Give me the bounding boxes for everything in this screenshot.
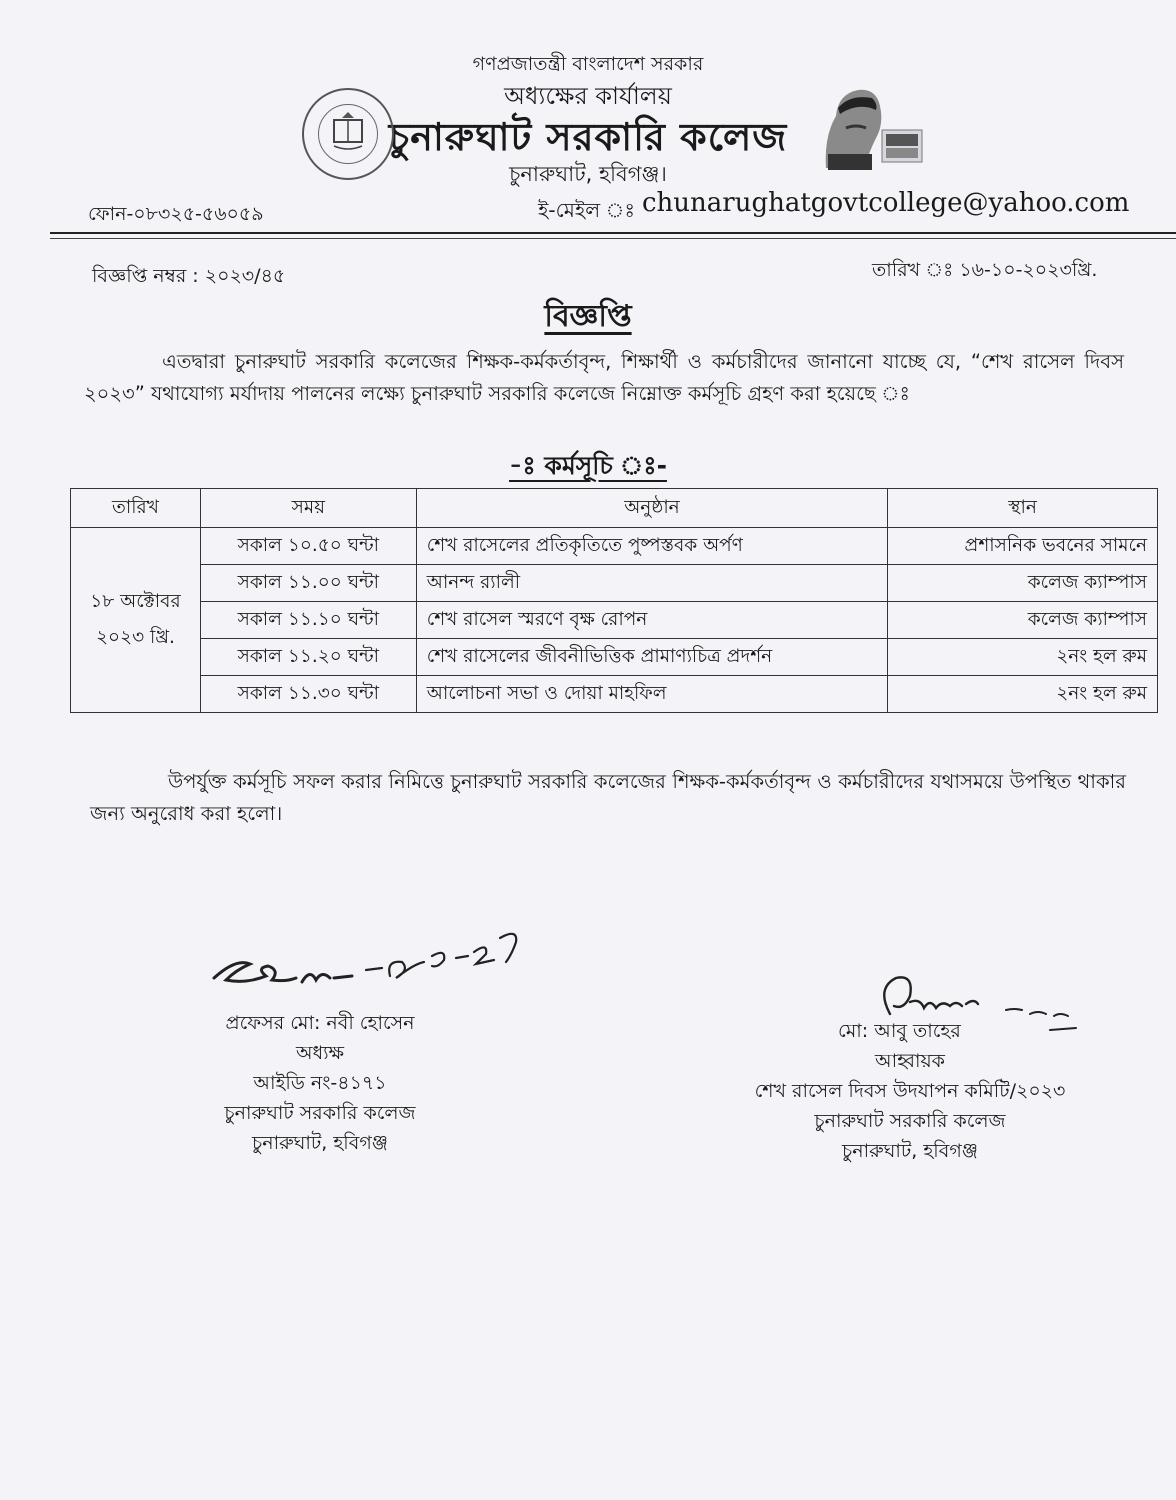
header-divider bbox=[50, 232, 1176, 234]
row-place: ২নং হল রুম bbox=[888, 676, 1158, 713]
row-place: কলেজ ক্যাম্পাস bbox=[888, 602, 1158, 639]
principal-place: চুনারুঘাট, হবিগঞ্জ bbox=[251, 1132, 389, 1154]
row-event: আনন্দ র‌্যালী bbox=[416, 565, 888, 602]
email-label: ই-মেইল ঃ bbox=[538, 198, 636, 222]
row-place: প্রশাসনিক ভবনের সামনে bbox=[888, 528, 1158, 565]
table-row bbox=[71, 676, 1158, 713]
convener-committee: শেখ রাসেল দিবস উদযাপন কমিটি/২০২৩ bbox=[754, 1080, 1066, 1102]
principal-title: অধ্যক্ষ bbox=[295, 1042, 344, 1064]
notice-date: তারিখ ঃ ১৬-১০-২০২৩খ্রি. bbox=[872, 259, 1098, 281]
principal-org: চুনারুঘাট সরকারি কলেজ bbox=[224, 1102, 416, 1124]
contact-line bbox=[0, 188, 1176, 228]
notice-title bbox=[0, 292, 1176, 343]
row-event: আলোচনা সভা ও দোয়া মাহফিল bbox=[416, 676, 888, 713]
college-address: চুনারুঘাট, হবিগঞ্জ। bbox=[509, 162, 667, 186]
convener-signature-block bbox=[720, 1016, 1100, 1166]
table-row bbox=[71, 528, 1158, 565]
notice-title-text: বিজ্ঞপ্তি bbox=[544, 299, 632, 334]
phone-number: ফোন-০৮৩২৫-৫৬০৫৯ bbox=[88, 203, 264, 225]
header-event: অনুষ্ঠান bbox=[416, 489, 888, 528]
program-title bbox=[0, 446, 1176, 489]
convener-name: মো: আবু তাহের bbox=[838, 1020, 961, 1042]
convener-place: চুনারুঘাট, হবিগঞ্জ bbox=[841, 1140, 979, 1162]
college-name: চুনারুঘাট সরকারি কলেজ bbox=[388, 115, 788, 159]
convener-title: আহ্বায়ক bbox=[875, 1050, 945, 1072]
header-time: সময় bbox=[200, 489, 416, 528]
header-place: স্থান bbox=[888, 489, 1158, 528]
schedule-header-row bbox=[71, 489, 1158, 528]
schedule-date-line1: ১৮ অক্টোবর bbox=[90, 591, 181, 612]
notice-body: এতদ্বারা চুনারুঘাট সরকারি কলেজের শিক্ষক-কর্মকর্তাবৃন্দ, শিক্ষার্থী ও কর্মচারীদের জানানো যাচ্ছে যে, “শেখ রাসেল দিবস ২০২৩” যথাযোগ্য মর্যাদায় পালনের লক্ষ্যে চুনারুঘাট সরকারি কলেজে নিম্নোক্ত কর্মসূচি গ্রহণ করা হয়েছে ঃ bbox=[84, 350, 1124, 405]
row-time: সকাল ১০.৫০ ঘন্টা bbox=[200, 528, 416, 565]
government-line: গণপ্রজাতন্ত্রী বাংলাদেশ সরকার bbox=[472, 53, 704, 75]
header-date: তারিখ bbox=[71, 489, 201, 528]
row-event: শেখ রাসেল স্মরণে বৃক্ষ রোপন bbox=[416, 602, 888, 639]
mujib-portrait-icon bbox=[806, 76, 926, 176]
row-event: শেখ রাসেলের জীবনীভিত্তিক প্রামাণ্যচিত্র প্রদর্শন bbox=[416, 639, 888, 676]
row-place: ২নং হল রুম bbox=[888, 639, 1158, 676]
office-line: অধ্যক্ষের কার্যালয় bbox=[504, 82, 672, 110]
schedule-date bbox=[71, 528, 201, 713]
email-address[interactable]: chunarughatgovtcollege@yahoo.com bbox=[642, 188, 1130, 218]
principal-id: আইডি নং-৪১৭১ bbox=[253, 1072, 387, 1094]
schedule-table bbox=[70, 488, 1158, 713]
principal-name: প্রফেসর মো: নবী হোসেন bbox=[225, 1012, 415, 1034]
notice-number: বিজ্ঞপ্তি নম্বর : ২০২৩/৪৫ bbox=[92, 265, 286, 287]
row-time: সকাল ১১.০০ ঘন্টা bbox=[200, 565, 416, 602]
row-time: সকাল ১১.১০ ঘন্টা bbox=[200, 602, 416, 639]
table-row bbox=[71, 639, 1158, 676]
row-event: শেখ রাসেলের প্রতিকৃতিতে পুষ্পস্তবক অর্পণ bbox=[416, 528, 888, 565]
header-divider-thin bbox=[50, 238, 1176, 239]
row-time: সকাল ১১.২০ ঘন্টা bbox=[200, 639, 416, 676]
principal-signature-block bbox=[200, 1008, 440, 1158]
row-place: কলেজ ক্যাম্পাস bbox=[888, 565, 1158, 602]
table-row bbox=[71, 565, 1158, 602]
closing-paragraph: উপর্যুক্ত কর্মসূচি সফল করার নিমিত্তে চুনারুঘাট সরকারি কলেজের শিক্ষক-কর্মকর্তাবৃন্দ ও কর্মচারীদের যথাসময়ে উপস্থিত থাকার জন্য অনুরোধ করা হলো। bbox=[90, 770, 1126, 825]
schedule-date-line2: ২০২৩ খ্রি. bbox=[95, 627, 175, 648]
program-title-text: -ঃ কর্মসূচি ঃ- bbox=[509, 451, 667, 480]
table-row bbox=[71, 602, 1158, 639]
convener-org: চুনারুঘাট সরকারি কলেজ bbox=[814, 1110, 1006, 1132]
row-time: সকাল ১১.৩০ ঘন্টা bbox=[200, 676, 416, 713]
college-seal-icon bbox=[302, 88, 394, 180]
principal-signature bbox=[206, 908, 536, 1018]
